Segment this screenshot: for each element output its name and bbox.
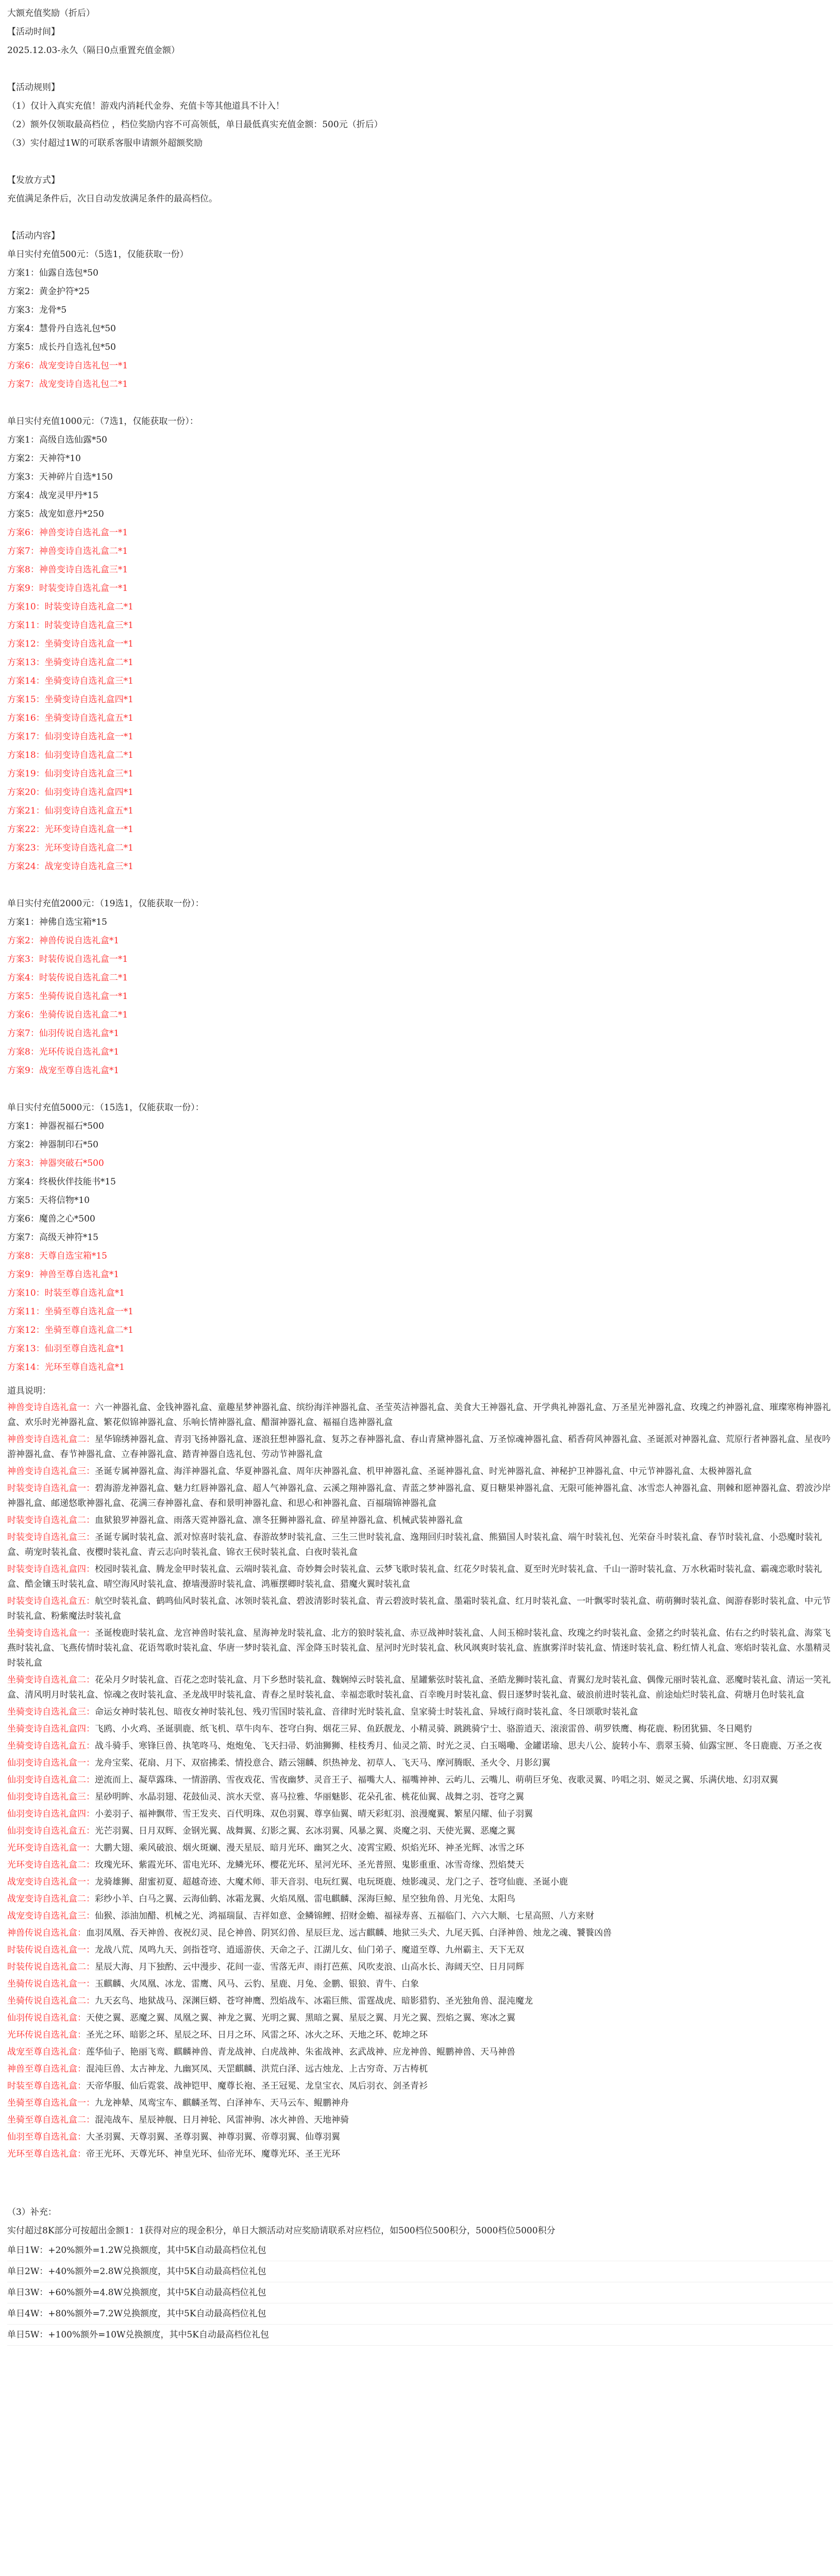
supplement-section	[7, 2203, 833, 2346]
text-line: 方案1：神佛自选宝箱*15	[7, 917, 107, 927]
item-description-name: 坐骑传说自选礼盒二：	[7, 1996, 95, 2006]
text-line: 方案2：神器制印石*50	[7, 1140, 98, 1150]
text-line: 方案22：光环变诗自选礼盒一*1	[7, 824, 133, 835]
item-description-name: 坐骑变诗自选礼盒二：	[7, 1675, 95, 1685]
item-description-text: 六一神器礼盒、金钱神器礼盒、童趣星梦神器礼盒、缤纷海洋神器礼盒、圣莹英洁神器礼盒、美食大王神器礼盒、开学典礼神器礼盒、万圣星光神器礼盒、玫瑰之约神器礼盒、璀璨寒梅神器礼盒、欢乐时光神器礼盒、繁花似锦神器礼盒、乐响长情神器礼盒、醋溜神器礼盒、褔福自选神器礼盒	[7, 1402, 831, 1428]
item-description-name: 时装变诗自选礼盒一：	[7, 1483, 95, 1494]
text-line: 方案12：坐骑变诗自选礼盒一*1	[7, 639, 133, 649]
text-line: 单日实付充值2000元：（19选1，仅能获取一份）：	[7, 899, 204, 909]
text-line: 方案4：慧骨丹自选礼包*50	[7, 324, 116, 334]
item-description-name: 光环至尊自选礼盒：	[7, 2149, 86, 2159]
item-description	[7, 1824, 833, 1839]
item-description-text: 航空时装礼盒、鹤鸣仙风时装礼盒、冰领时装礼盒、碧波清影时装礼盒、青云碧波时装礼盒、墨霜时装礼盒、红月时装礼盒、一叶飘零时装礼盒、萌萌狮时装礼盒、闽游春影时装礼盒、中元节时装礼盒、粉紫魔法时装礼盒	[7, 1596, 831, 1621]
item-description	[7, 1773, 833, 1788]
text-line: 方案14：光环至尊自选礼盒*1	[7, 1362, 125, 1372]
item-description-name: 神兽传说自选礼盒：	[7, 1928, 86, 1938]
item-description	[7, 1892, 833, 1907]
item-description-name: 时装至尊自选礼盒：	[7, 2081, 86, 2091]
text-line: 方案11：坐骑至尊自选礼盒一*1	[7, 1307, 133, 1317]
item-description-text: 大鹏大翅、乘风破浪、烟火斑斓、漫天星辰、暗月光环、幽冥之火、凌霄宝殿、炽焰光环、神圣光辉、冰雪之环	[95, 1843, 524, 1853]
item-descriptions	[7, 1400, 833, 2162]
item-description-text: 天使之翼、恶魔之翼、凤凰之翼、神龙之翼、光明之翼、黑暗之翼、星辰之翼、月光之翼、烈焰之翼、寒冰之翼	[86, 2013, 515, 2023]
blank-line	[7, 1080, 833, 1098]
blank-line	[7, 60, 833, 78]
item-description	[7, 1530, 833, 1560]
item-description-name: 时装传说自选礼盒二：	[7, 1962, 95, 1972]
text-line: 方案23：光环变诗自选礼盒二*1	[7, 843, 133, 853]
text-line: 方案8：天尊自选宝箱*15	[7, 1251, 107, 1261]
text-line: 方案4：时装传说自选礼盒二*1	[7, 973, 128, 983]
item-description-name: 时装传说自选礼盒一：	[7, 1945, 95, 1955]
text-line: （1）仅计入真实充值！游戏内消耗代金券、充值卡等其他道具不计入！	[7, 101, 284, 111]
item-description-text: 大圣羽翼、天尊羽翼、圣尊羽翼、神尊羽翼、帝尊羽翼、仙尊羽翼	[86, 2132, 340, 2142]
item-description-text: 龙舟宝桨、花扇、月下、双宿拂柔、情投意合、踏云翎麟、织热神龙、初草人、飞天马、摩河腾眠、圣火令、月影幻翼	[95, 1758, 550, 1768]
item-description-name: 神兽变诗自选礼盒二：	[7, 1434, 95, 1445]
text-line: 大额充值奖励（折后）	[7, 8, 95, 19]
item-description-text: 圣诞专属时装礼盒、派对惊喜时装礼盒、春游故梦时装礼盒、三生三世时装礼盒、逸翔回归时装礼盒、熊猫国人时装礼盒、端午时装礼包、光荣奋斗时装礼盒、春节时装礼盒、小恐魔时装礼盒、萌宠时装礼盒、夜樱时装礼盒、青云志向时装礼盒、锦衣王侯时装礼盒、白夜时装礼盒	[7, 1532, 822, 1557]
text-line: 单日实付充值5000元：（15选1，仅能获取一份）：	[7, 1103, 204, 1113]
text-line: 单日实付充值1000元：（7选1，仅能获取一份）：	[7, 416, 198, 427]
blank-line	[7, 394, 833, 412]
item-description	[7, 1926, 833, 1941]
item-description-name: 坐骑变诗自选礼盒一：	[7, 1628, 95, 1638]
item-description	[7, 2062, 833, 2077]
blank-line	[7, 208, 833, 227]
item-description-name: 时装变诗自选礼盒五：	[7, 1596, 95, 1606]
item-description-text: 莲华仙子、艳丽飞鸾、麒麟神兽、青龙战神、白虎战神、朱雀战神、玄武战神、应龙神兽、鲲鹏神兽、天马神兽	[86, 2047, 515, 2057]
text-line: 方案1：仙露自选包*50	[7, 268, 98, 278]
item-description-name: 仙羽变诗自选礼盒二：	[7, 1775, 95, 1785]
item-description-text: 命运女神时装礼包、暗夜女神时装礼包、残刃雪国时装礼盒、音律时光时装礼盒、皇家骑士时装礼盒、异域行商时装礼盒、冬日颂歌时装礼盒	[95, 1707, 638, 1717]
text-line: 方案9：战宠至尊自选礼盒*1	[7, 1065, 120, 1076]
blank-line	[7, 876, 833, 894]
text-line: 方案3：时装传说自选礼盒一*1	[7, 954, 128, 964]
item-description-name: 时装变诗自选礼盒三：	[7, 1532, 95, 1543]
item-description-text: 花朵月夕时装礼盒、百花之恋时装礼盒、月下乡愁时装礼盒、魏娴绰云时装礼盒、星罐紫弦时装礼盒、圣皓龙狮时装礼盒、青翼幻龙时装礼盒、偶像元丽时装礼盒、恶魔时装礼盒、清运一笑礼盒、清风明月时装礼盒、惊魂之夜时装礼盒、圣龙战甲时装礼盒、青春之星时装礼盒、幸福恋歌时装礼盒、百幸晚月时装礼盒、假日逐梦时装礼盒、破浪前进时装礼盒、前途灿烂时装礼盒、荷塘月色时装礼盒	[7, 1675, 831, 1700]
item-description-name: 时装变诗自选礼盒二：	[7, 1515, 95, 1526]
item-description	[7, 1807, 833, 1822]
supplement-note: 实付超过8K部分可按超出金额1：1获得对应的现金积分，单日大额活动对应奖励请联系对应档位，如500档位500积分，5000档位5000积分	[7, 2226, 556, 2236]
item-description-text: 混沌战车、星辰神舰、日月神轮、风雷神驹、冰火神兽、天地神骑	[95, 2115, 349, 2125]
item-description	[7, 2147, 833, 2162]
item-description-text: 圣诞专属神器礼盒、海洋神器礼盒、华夏神器礼盒、周年庆神器礼盒、机甲神器礼盒、圣诞神器礼盒、时光神器礼盒、神秘护卫神器礼盒、中元节神器礼盒、太极神器礼盒	[95, 1466, 752, 1477]
text-line: 方案10：时装至尊自选礼盒*1	[7, 1288, 125, 1298]
item-description	[7, 1705, 833, 1720]
text-line: 方案3：龙骨*5	[7, 305, 67, 315]
item-description-name: 坐骑至尊自选礼盒二：	[7, 2115, 95, 2125]
item-description-text: 圣诞梭鹿时装礼盒、龙宫神兽时装礼盒、星海神龙时装礼盒、北方的狼时装礼盒、赤豆战神时装礼盒、人间玉棉时装礼盒、玫瑰之约时装礼盒、金猪之约时装礼盒、佑右之约时装礼盒、海棠飞燕时装礼盒、飞燕传情时装礼盒、花语驾歌时装礼盒、华唐一梦时装礼盒、浑金降玉时装礼盒、星河时光时装礼盒、秋风飒爽时装礼盒、旌旗雾洋时装礼盒、情迷时装礼盒、粉红情人礼盒、寒焰时装礼盒、水墨精灵时装礼盒	[7, 1628, 831, 1668]
text-line: 【活动内容】	[7, 231, 60, 241]
item-description	[7, 1513, 833, 1528]
item-description-name: 坐骑变诗自选礼盒五：	[7, 1741, 95, 1751]
text-line: 充值满足条件后，次日自动发放满足条件的最高档位。	[7, 194, 217, 204]
item-description-text: 天帝华服、仙后霓裳、战神铠甲、魔尊长袍、圣王冠冕、龙皇宝衣、凤后羽衣、剑圣青衫	[86, 2081, 428, 2091]
item-description	[7, 1432, 833, 1462]
text-line: 方案2：天神符*10	[7, 453, 81, 464]
item-description	[7, 1841, 833, 1856]
item-description-text: 飞鸥、小火鸡、圣诞驯鹿、纸飞机、草牛肉车、苍穹白狗、烟花三昇、鱼跃靓龙、小精灵骑、跳跳骑宁士、骆游逍天、滚滚雷兽、萌罗铁鹰、梅花鹿、粉团犹猫、冬日飓豹	[95, 1724, 752, 1734]
item-description	[7, 2011, 833, 2026]
item-description	[7, 2113, 833, 2128]
text-line: 【活动时间】	[7, 27, 60, 37]
item-description-name: 仙羽变诗自选礼盒五：	[7, 1826, 95, 1836]
text-line: 方案13：坐骑变诗自选礼盒二*1	[7, 657, 133, 668]
text-line: 方案5：坐骑传说自选礼盒一*1	[7, 991, 128, 1002]
item-description-text: 龙骑雄狮、甜蜜初夏、超越奇迹、大魔术师、菲天音羽、电玩红翼、电玩斑鹿、烛影魂灵、龙门之子、苍穹仙鹿、圣诞小鹿	[95, 1877, 568, 1887]
item-description	[7, 1858, 833, 1873]
item-description-name: 仙羽传说自选礼盒：	[7, 2013, 86, 2023]
text-line: 方案5：天将信物*10	[7, 1195, 90, 1206]
tier-row: 单日4W：+80%额外=7.2W兑换额度，其中5K自动最高档位礼包	[7, 2303, 833, 2325]
item-description	[7, 2045, 833, 2060]
text-line: 方案3：神器突破石*500	[7, 1158, 104, 1168]
item-description	[7, 1626, 833, 1671]
text-line: 方案6：坐骑传说自选礼盒二*1	[7, 1010, 128, 1020]
tier-list	[7, 2240, 833, 2346]
text-line: （2）额外仅领取最高档位 ，档位奖励内容不可高领低，单日最低真实充值金额：500元（折后）	[7, 120, 383, 130]
item-description	[7, 1673, 833, 1703]
text-line: 方案8：神兽变诗自选礼盒三*1	[7, 565, 128, 575]
text-line: 方案3：天神碎片自选*150	[7, 472, 113, 482]
text-line: 2025.12.03-永久（隔日0点重置充值金额）	[7, 45, 180, 56]
item-description	[7, 1594, 833, 1624]
item-description	[7, 1400, 833, 1430]
item-description-text: 玉麒麟、火凤凰、冰龙、雷鹰、风马、云豹、星鹿、月兔、金鹏、银狼、青牛、白象	[95, 1979, 419, 1989]
item-description-name: 神兽变诗自选礼盒一：	[7, 1402, 95, 1413]
item-description-text: 校园时装礼盒、腾龙金甲时装礼盒、云端时装礼盒、奇妙舞会时装礼盒、云梦飞歌时装礼盒、红花夕时装礼盒、夏至时光时装礼盒、千山一游时装礼盒、万水秋霜时装礼盒、霸魂恋歌时装礼盒、酷金镶玉时装礼盒、晴空海风时装礼盒、撩墙漫游时装礼盒、鸿雁摆卿时装礼盒、猎魔火翼时装礼盒	[7, 1564, 822, 1589]
item-description	[7, 1977, 833, 1992]
text-line: 方案5：成长丹自选礼包*50	[7, 342, 116, 352]
text-line: （3）实付超过1W的可联系客服申请额外超额奖励	[7, 138, 203, 148]
text-line: 方案19：仙羽变诗自选礼盒三*1	[7, 769, 133, 779]
item-description-title: 道具说明：	[7, 1386, 51, 1396]
item-description-text: 彩纱小羊、白马之翼、云海仙鹤、冰霜龙翼、火焰凤凰、雷电麒麟、深海巨鲸、星空独角兽、月光兔、太阳鸟	[95, 1894, 515, 1904]
text-line: 方案7：神兽变诗自选礼盒二*1	[7, 546, 128, 556]
item-description-text: 星砂明眸、水晶羽翅、花鼓仙灵、滨水天堂、喜马拉雅、华丽魅影、花朵孔雀、桃花仙翼、战舞之羽、苍穹之翼	[95, 1792, 524, 1802]
item-description	[7, 2130, 833, 2145]
text-line: 单日实付充值500元：（5选1，仅能获取一份）	[7, 249, 189, 260]
item-description-text: 血羽凤凰、吞天神兽、夜祝幻灵、昆仑神兽、阴冥幻兽、星辰巨龙、远古麒麟、地狱三头犬、九尾天狐、白泽神兽、烛龙之魂、饕餮凶兽	[86, 1928, 612, 1938]
item-description-text: 星华锦绣神器礼盒、青羽飞扬神器礼盒、逐浪狂想神器礼盒、复苏之春神器礼盒、春山青黛神器礼盒、万圣惊魂神器礼盒、稻香荷风神器礼盒、圣诞派对神器礼盒、荒原行者神器礼盒、星夜吟游神器礼盒、春节神器礼盒、立春神器礼盒、踏青神器自选礼包、劳动节神器礼盒	[7, 1434, 831, 1460]
text-line: 方案20：仙羽变诗自选礼盒四*1	[7, 787, 133, 798]
item-description	[7, 1790, 833, 1805]
text-line: 方案10：时装变诗自选礼盒二*1	[7, 602, 133, 612]
text-line: 方案8：光环传说自选礼盒*1	[7, 1047, 120, 1057]
text-line: 方案1：神器祝福石*500	[7, 1121, 104, 1131]
item-description-text: 光芒羽翼、日月双辉、金钢光翼、战舞翼、幻影之翼、玄冰羽翼、风暴之翼、炎魔之羽、天使光翼、恶魔之翼	[95, 1826, 515, 1836]
text-line: 方案9：神兽至尊自选礼盒*1	[7, 1269, 120, 1280]
item-description	[7, 1739, 833, 1754]
item-description-text: 混沌巨兽、太古神龙、九幽冥凤、天罡麒麟、洪荒白泽、远古烛龙、上古穷奇、万古梼杌	[86, 2064, 428, 2074]
text-line: 方案13：仙羽至尊自选礼盒*1	[7, 1344, 125, 1354]
activity-lines	[7, 4, 833, 1377]
text-line: 方案4：战宠灵甲丹*15	[7, 490, 98, 501]
item-description-text: 仙猴、添油加醋、机械之光、鸿福瑞鼠、吉祥如意、金鳞锦鲤、招财金蟾、福禄寿喜、五福临门、六六大顺、七星高照、八方来财	[95, 1911, 594, 1921]
item-description	[7, 1756, 833, 1771]
text-line: 方案24：战宠变诗自选礼盒三*1	[7, 861, 133, 872]
item-description	[7, 1909, 833, 1924]
item-description-name: 坐骑变诗自选礼盒四：	[7, 1724, 95, 1734]
text-line: 方案2：黄金护符*25	[7, 286, 90, 297]
item-description	[7, 1943, 833, 1958]
item-description	[7, 2028, 833, 2043]
item-description-name: 神兽变诗自选礼盒三：	[7, 1466, 95, 1477]
text-line: 方案7：战宠变诗自选礼包二*1	[7, 379, 128, 389]
tier-row: 单日1W：+20%额外=1.2W兑换额度，其中5K自动最高档位礼包	[7, 2240, 833, 2261]
item-description	[7, 2079, 833, 2094]
item-description-name: 坐骑变诗自选礼盒三：	[7, 1707, 95, 1717]
tier-row: 单日3W：+60%额外=4.8W兑换额度，其中5K自动最高档位礼包	[7, 2282, 833, 2303]
item-description	[7, 1562, 833, 1592]
item-description	[7, 1994, 833, 2009]
item-description-text: 战斗骑手、寒锋巨兽、执笔咚马、炮炮兔、飞天扫帚、奶油狮狮、桂枝秀月、仙灵之箭、时光之灵、白玉噶嘞、金罐诺瑜、思夫八公、旋转小车、翡翠玉骑、仙露宝匣、冬日鹿鹿、万圣之夜	[95, 1741, 822, 1751]
text-line: 方案7：高级天神符*15	[7, 1232, 98, 1243]
text-line: 方案2：神兽传说自选礼盒*1	[7, 936, 120, 946]
tier-row: 单日2W：+40%额外=2.8W兑换额度，其中5K自动最高档位礼包	[7, 2261, 833, 2282]
supplement-title: （3）补充：	[7, 2207, 57, 2217]
item-description-name: 战宠至尊自选礼盒：	[7, 2047, 86, 2057]
text-line: 方案1：高级自选仙露*50	[7, 435, 107, 445]
item-description-name: 仙羽变诗自选礼盒四：	[7, 1809, 95, 1819]
item-description-name: 神兽至尊自选礼盒：	[7, 2064, 86, 2074]
text-line: 方案7：仙羽传说自选礼盒*1	[7, 1028, 120, 1039]
item-description-text: 九龙神辇、凤鸾宝车、麒麟圣驾、白泽神车、天马云车、鲲鹏神舟	[95, 2098, 349, 2108]
item-description-name: 坐骑传说自选礼盒一：	[7, 1979, 95, 1989]
item-description	[7, 1481, 833, 1511]
item-description-text: 小姜羽子、福神飘带、雪王发夹、百代明珠、双色羽翼、尊享仙翼、晴天彩虹羽、浪漫魔翼、繁星闪耀、仙子羽翼	[95, 1809, 533, 1819]
tier-row: 单日5W：+100%额外=10W兑换额度，其中5K自动最高档位礼包	[7, 2325, 833, 2346]
text-line: 方案6：神兽变诗自选礼盒一*1	[7, 528, 128, 538]
text-line: 方案5：战宠如意丹*250	[7, 509, 104, 519]
item-description-name: 仙羽至尊自选礼盒：	[7, 2132, 86, 2142]
item-description-name: 光环变诗自选礼盒一：	[7, 1843, 95, 1853]
text-line: 方案6：战宠变诗自选礼包一*1	[7, 361, 128, 371]
item-description-text: 碧海游龙神器礼盒、魅力红唇神器礼盒、超人气神器礼盒、云溪之翔神器礼盒、青蓝之梦神器礼盒、夏日糖果神器礼盒、无限可能神器礼盒、冰雪恋人神器礼盒、荆棘和愿神器礼盒、碧波沙岸神器礼盒、邮递悠歌神器礼盒、花满三春神器礼盒、春和景明神器礼盒、和思心和神器礼盒、百福瑞锦神器礼盒	[7, 1483, 831, 1509]
text-line: 方案11：时装变诗自选礼盒三*1	[7, 620, 133, 631]
item-description-text: 九天玄鸟、地狱战马、深渊巨蟒、苍穹神鹰、烈焰战车、冰霜巨熊、雷霆战虎、暗影猎豹、圣光独角兽、混沌魔龙	[95, 1996, 533, 2006]
item-description-name: 战宠变诗自选礼盒三：	[7, 1911, 95, 1921]
item-description-name: 战宠变诗自选礼盒二：	[7, 1894, 95, 1904]
item-description	[7, 1960, 833, 1975]
item-description-text: 血狱狼罗神器礼盒、雨落天霓神器礼盒、凛冬狂狮神器礼盒、碎星神器礼盒、机械武装神器礼盒	[95, 1515, 463, 1526]
item-description-name: 光环传说自选礼盒：	[7, 2030, 86, 2040]
item-description-name: 仙羽变诗自选礼盒一：	[7, 1758, 95, 1768]
text-line: 方案17：仙羽变诗自选礼盒一*1	[7, 732, 133, 742]
text-line: 【活动规则】	[7, 82, 60, 93]
text-line: 方案4：终极伙伴技能书*15	[7, 1177, 116, 1187]
item-description-text: 龙战八荒、凤鸣九天、剑指苍穹、逍遥游侠、天命之子、江湖儿女、仙门弟子、魔道至尊、九州霸主、天下无双	[95, 1945, 524, 1955]
item-description-name: 仙羽变诗自选礼盒三：	[7, 1792, 95, 1802]
item-description-name: 时装变诗自选礼盒四：	[7, 1564, 95, 1574]
item-description	[7, 1875, 833, 1890]
text-line: 【发放方式】	[7, 175, 60, 185]
item-description	[7, 1722, 833, 1737]
item-description-text: 玫瑰光环、紫霞光环、雷电光环、龙鳞光环、樱花光环、星河光环、圣光普照、鬼影重重、冰雪奇缘、烈焰焚天	[95, 1860, 524, 1870]
text-line: 方案21：仙羽变诗自选礼盒五*1	[7, 806, 133, 816]
text-line: 方案18：仙羽变诗自选礼盒二*1	[7, 750, 133, 760]
item-description-text: 星辰大海、月下独酌、云中漫步、花间一壶、雪落无声、雨打芭蕉、风吹麦浪、山高水长、海阔天空、日月同辉	[95, 1962, 524, 1972]
text-line: 方案15：坐骑变诗自选礼盒四*1	[7, 694, 133, 705]
text-line: 方案12：坐骑至尊自选礼盒二*1	[7, 1325, 133, 1335]
item-description-text: 逆流而上、凝草露珠、一情游鹃、雪夜戏花、雪夜幽梦、灵音王子、福嘴大人、福嘴神神、云屿儿、云嘴儿、萌萌巨牙兔、夜歌灵翼、吟唱之羽、姬灵之翼、乐满伏地、幻羽双翼	[95, 1775, 778, 1785]
text-line: 方案16：坐骑变诗自选礼盒五*1	[7, 713, 133, 723]
blank-line	[7, 152, 833, 171]
text-line: 方案6：魔兽之心*500	[7, 1214, 95, 1224]
item-description-text: 圣光之环、暗影之环、星辰之环、日月之环、风雷之环、冰火之环、天地之环、乾坤之环	[86, 2030, 428, 2040]
item-description-name: 光环变诗自选礼盒二：	[7, 1860, 95, 1870]
item-description-name: 战宠变诗自选礼盒一：	[7, 1877, 95, 1887]
item-description	[7, 1464, 833, 1479]
item-description	[7, 2096, 833, 2111]
text-line: 方案14：坐骑变诗自选礼盒三*1	[7, 676, 133, 686]
item-description-text: 帝王光环、天尊光环、神皇光环、仙帝光环、魔尊光环、圣王光环	[86, 2149, 340, 2159]
text-line: 方案9：时装变诗自选礼盒一*1	[7, 583, 128, 594]
item-description-name: 坐骑至尊自选礼盒一：	[7, 2098, 95, 2108]
